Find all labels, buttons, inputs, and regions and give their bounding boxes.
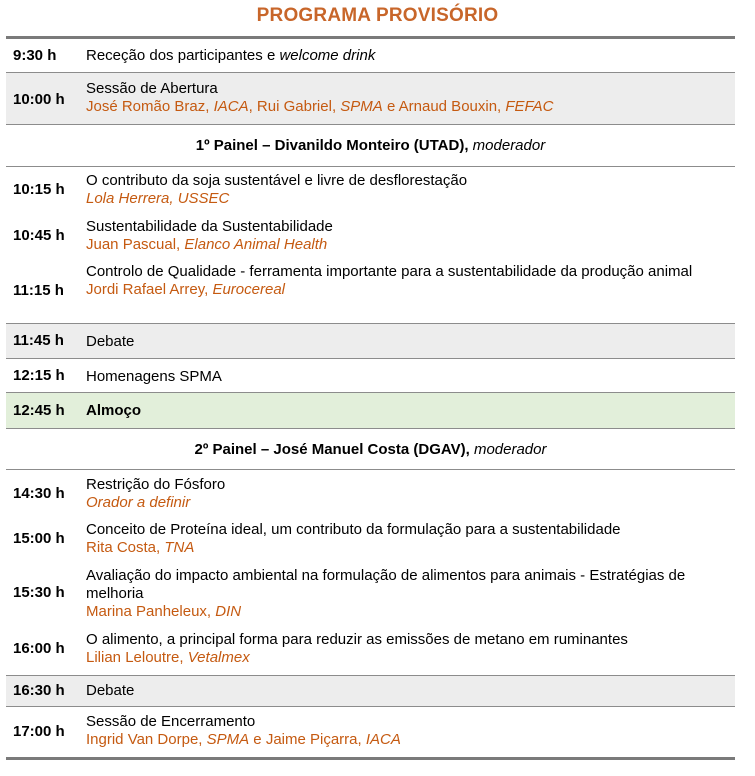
session-title: Restrição do Fósforo [86,476,226,493]
time-label: 17:00 h [13,723,65,740]
session-block [86,521,726,557]
agenda-row-1215 [6,359,735,393]
speaker-name: Rita Costa, [86,539,165,556]
speaker-org: DIN [215,603,242,620]
time-label: 16:30 h [13,682,65,699]
panel-title [6,441,735,458]
session-title: Debate [86,682,135,699]
speakers [86,281,726,299]
speaker-org: SPMA [206,731,250,748]
panel-moderator: 1º Painel – Divanildo Monteiro (UTAD), [195,137,469,154]
agenda-row-1145 [6,324,735,359]
agenda-row-1430 [6,470,735,516]
session-title: Homenagens SPMA [86,368,222,385]
speakers [86,539,726,557]
speaker-name: José Romão Braz, [86,98,214,115]
speakers [86,603,726,621]
agenda-row-1245 [6,393,735,429]
speaker-org: Vetalmex [187,649,250,666]
session-text-italic: welcome drink [279,47,376,64]
session-title: Sessão de Encerramento [86,713,256,730]
speakers [86,236,726,254]
speaker-name: Marina Panheleux, [86,603,216,620]
panel-role: moderador [469,441,547,458]
speaker-org: FEFAC [505,98,554,115]
speaker-name: Juan Pascual, [86,236,185,253]
agenda-row-1530 [6,562,735,629]
speakers [86,731,726,749]
speaker-name: Ingrid Van Dorpe, [86,731,207,748]
speaker-name: Jordi Rafael Arrey, [86,281,213,298]
time-label: 12:15 h [13,367,65,384]
time-label: 12:45 h [13,402,65,419]
session-block [86,713,726,749]
speaker-name: , Rui Gabriel, [248,98,341,115]
session-block [86,172,726,208]
session-title: Avaliação do impacto ambiental na formulação de alimentos para animais - Estratégias de melhoria [86,567,686,602]
session-title: Sustentabilidade da Sustentabilidade [86,218,333,235]
speaker-name: Lilian Leloutre, [86,649,188,666]
time-label: 15:30 h [13,584,65,601]
speaker-org: SPMA [340,98,383,115]
session-block [86,476,726,512]
time-label: 15:00 h [13,530,65,547]
speaker-org: IACA [213,98,249,115]
time-label: 16:00 h [13,640,65,657]
agenda-row-1015 [6,167,735,212]
time-label: 9:30 h [13,47,57,64]
session-title [86,47,726,65]
session-title: O contributo da soja sustentável e livre de desflorestação [86,172,468,189]
bottom-rule [6,757,735,760]
speaker-org: Elanco Animal Health [184,236,328,253]
session-title: Debate [86,333,135,350]
speakers [86,649,726,667]
speaker-name: Lola Herrera, USSEC [86,190,230,207]
session-text: Receção dos participantes e [86,47,280,64]
speakers [86,98,726,116]
panel-title [6,137,735,154]
session-block [86,631,726,667]
agenda-row-1115 [6,257,735,324]
speaker-org: Eurocereal [212,281,285,298]
session-block [86,567,726,621]
speaker-name: e Arnaud Bouxin, [382,98,506,115]
agenda-row-1500 [6,516,735,562]
speaker-name: e Jaime Piçarra, [249,731,366,748]
agenda-row-1600 [6,629,735,676]
time-label: 10:15 h [13,181,65,198]
agenda-row-0930 [6,39,735,73]
panel-header-1 [6,125,735,167]
session-title: Sessão de Abertura [86,80,218,97]
panel-role: moderador [468,137,546,154]
panel-moderator: 2º Painel – José Manuel Costa (DGAV), [194,441,470,458]
time-label: 10:00 h [13,91,65,108]
speaker-org: TNA [164,539,195,556]
speaker-org: IACA [365,731,401,748]
time-label: 14:30 h [13,485,65,502]
speaker-name: Orador a definir [86,494,191,511]
session-title: Conceito de Proteína ideal, um contributo da formulação para a sustentabilidade [86,521,621,538]
session-title: Almoço [86,402,142,419]
session-title: O alimento, a principal forma para reduzir as emissões de metano em ruminantes [86,631,628,648]
speakers [86,190,726,208]
panel-header-2 [6,429,735,470]
session-block [86,263,726,299]
page-title: PROGRAMA PROVISÓRIO [256,5,499,26]
session-title: Controlo de Qualidade - ferramenta importante para a sustentabilidade da produção animal [86,263,693,280]
speakers [86,494,726,512]
time-label: 10:45 h [13,227,65,244]
agenda-row-1630 [6,676,735,707]
session-block [86,80,726,116]
agenda-row-1045 [6,212,735,257]
time-label: 11:15 h [13,282,64,299]
time-label: 11:45 h [13,332,64,349]
agenda-row-1700 [6,707,735,757]
session-block [86,218,726,254]
agenda-row-1000 [6,73,735,125]
